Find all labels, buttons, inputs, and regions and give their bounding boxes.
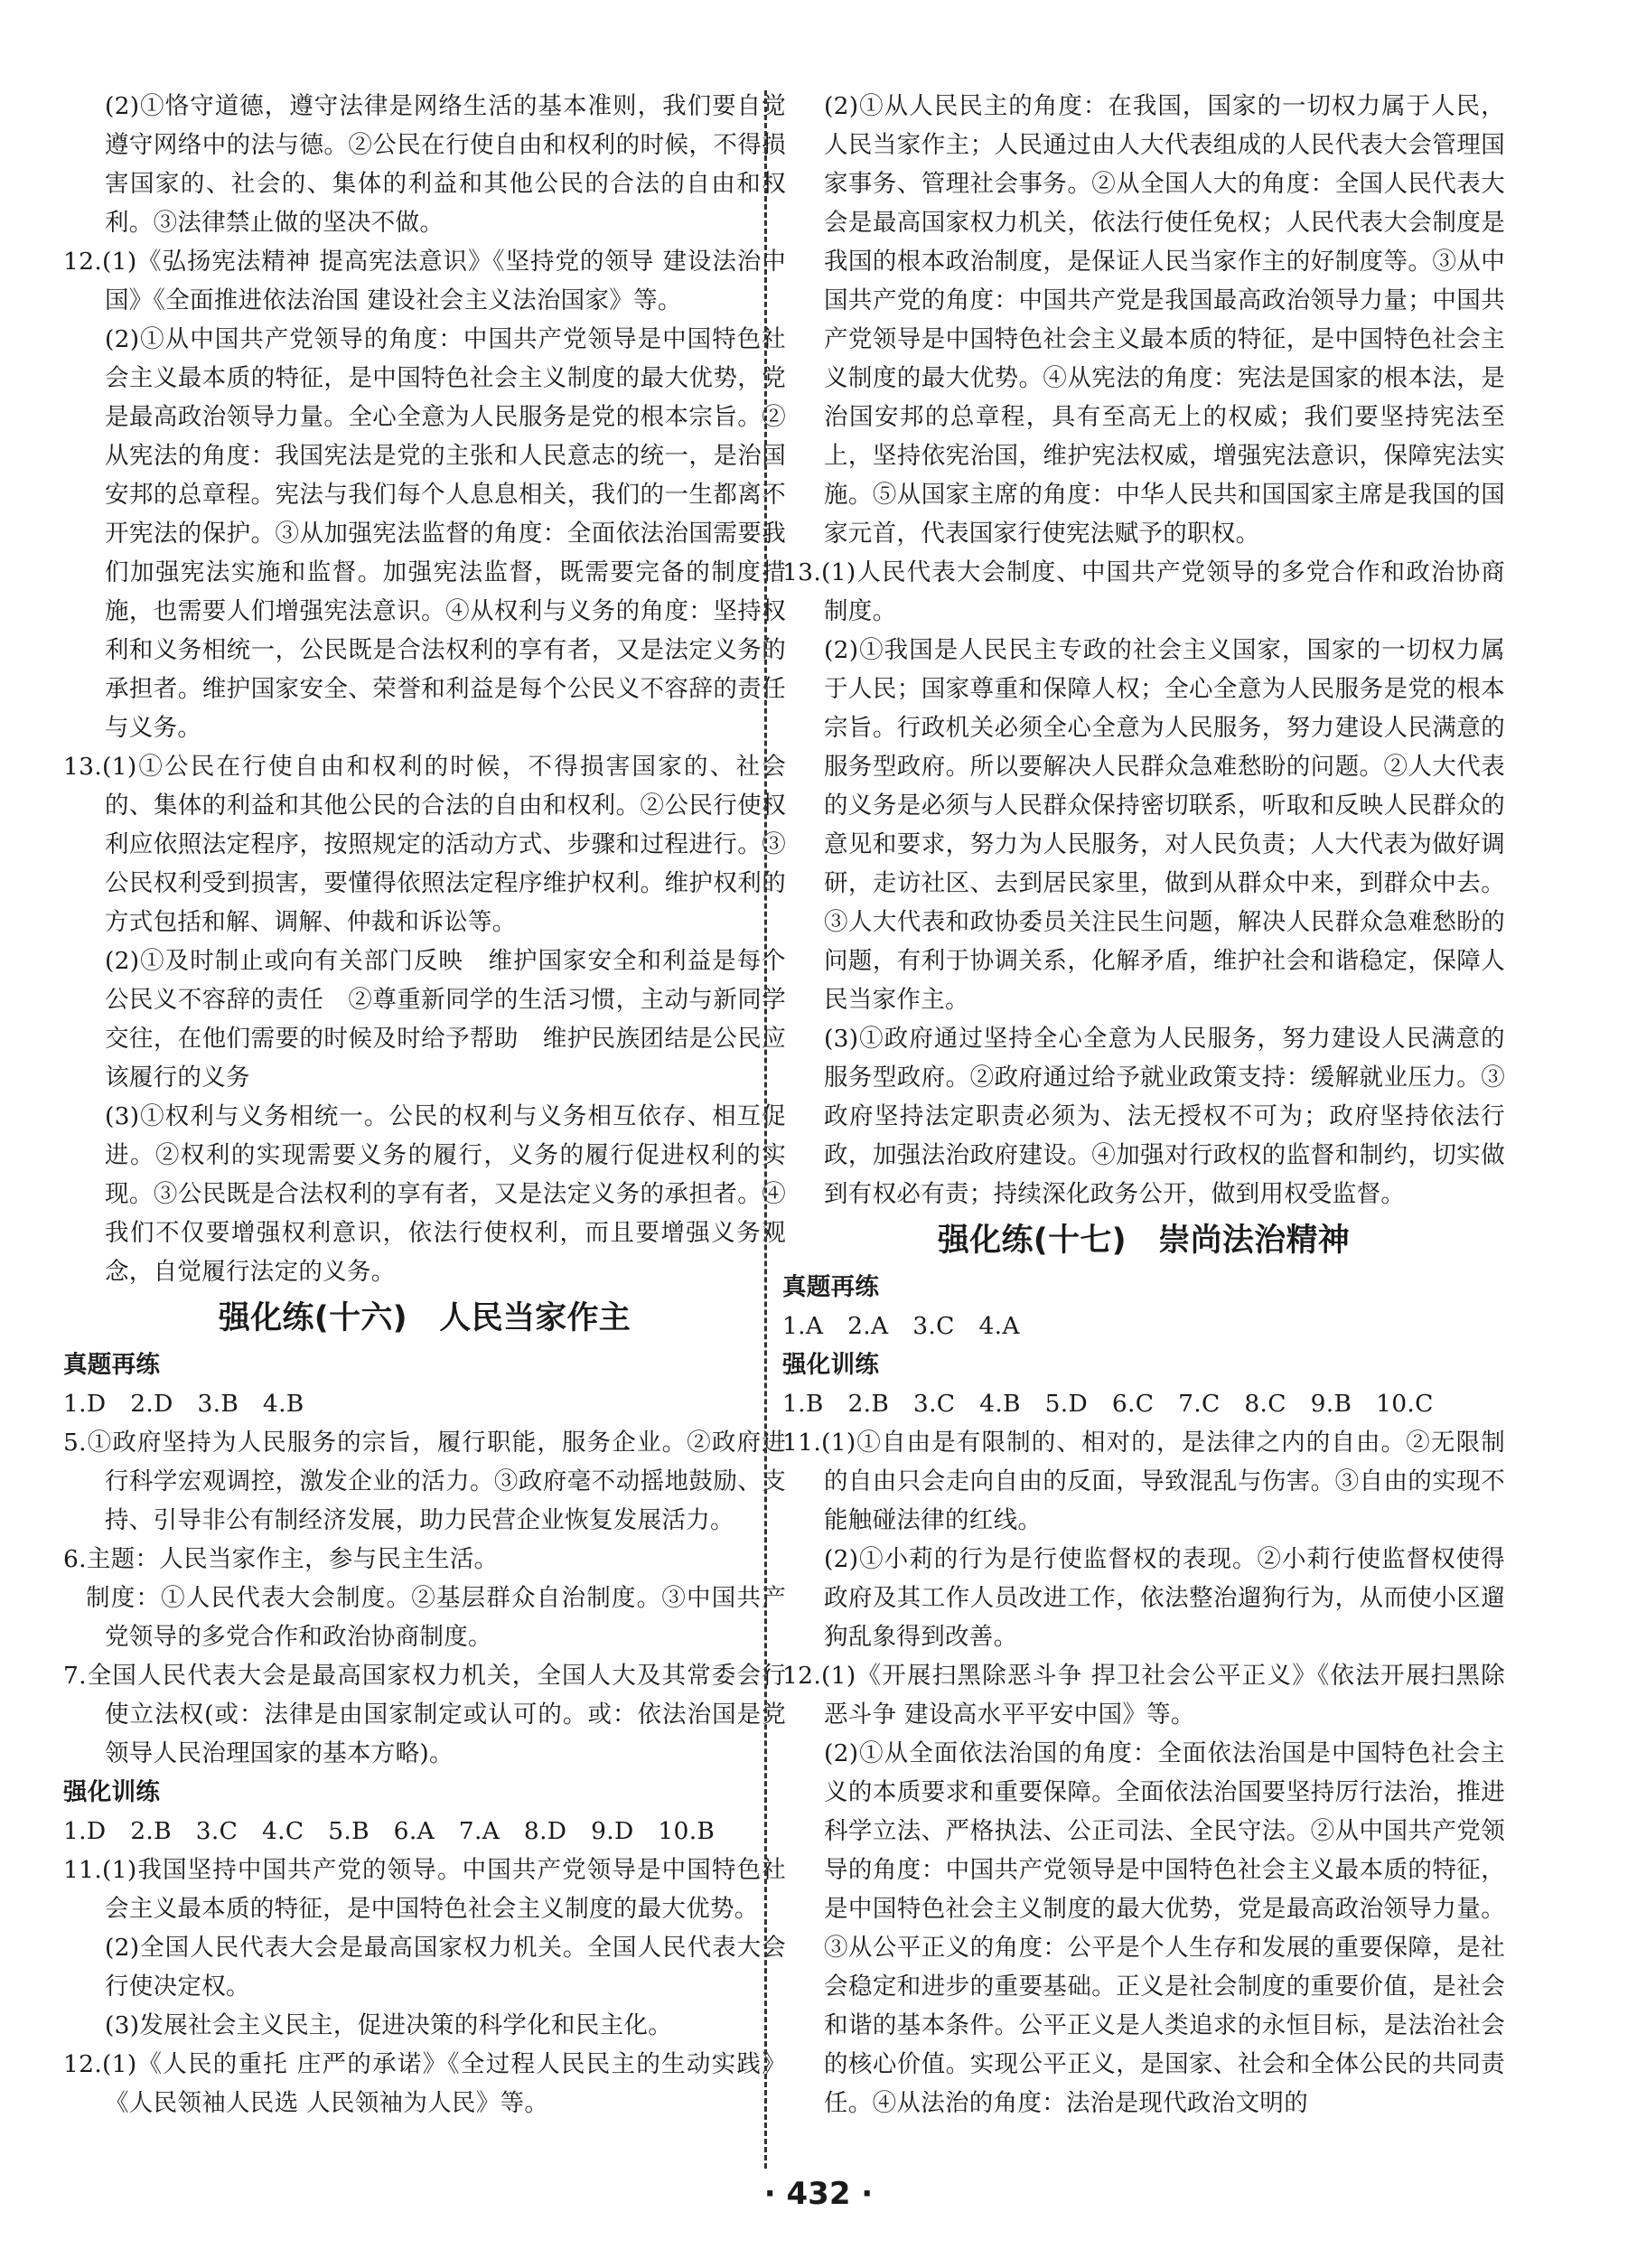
- paragraph: 7.全国人民代表大会是最高国家权力机关，全国人大及其常委会行使立法权(或：法律是由国家制定或认可的。或：依法治国是党领导人民治理国家的基本方略)。: [63, 1662, 786, 1767]
- right-column: [782, 87, 1505, 2123]
- paragraph: 13.(1)①公民在行使自由和权利的时候，不得损害国家的、社会的、集体的利益和其他公民的合法的自由和权利。②公民行使权利应依照法定程序，按照规定的活动方式、步骤和过程进行。③公民权利受到损害，要懂得依照法定程序维护权利。维护权利的方式包括和解、调解、仲裁和诉讼等。: [63, 753, 786, 936]
- paragraph: (2)①从人民民主的角度：在我国，国家的一切权力属于人民，人民当家作主；人民通过由人大代表组成的人民代表大会管理国家事务、管理社会事务。②从全国人大的角度：全国人民代表大会是最高国家权力机关，依法行使任免权；人民代表大会制度是我国的根本政治制度，是保证人民当家作主的好制度等。③从中国共产党的角度：中国共产党是我国最高政治领导力量；中国共产党领导是中国特色社会主义最本质的特征，是中国特色社会主义制度的最大优势。④从宪法的角度：宪法是国家的根本法，是治国安邦的总章程，具有至高无上的权威；我们要坚持宪法至上，坚持依宪治国，维护宪法权威，增强宪法意识，保障宪法实施。⑤从国家主席的角度：中华人民共和国国家主席是我国的国家元首，代表国家行使宪法赋予的职权。: [824, 92, 1505, 548]
- paragraph: 11.(1)①自由是有限制的、相对的，是法律之内的自由。②无限制的自由只会走向自由的反面，导致混乱与伤害。③自由的实现不能触碰法律的红线。: [782, 1429, 1505, 1534]
- subheading-qianghua: 强化训练: [63, 1778, 161, 1806]
- subheading-zhenti: 真题再练: [63, 1351, 161, 1379]
- answer-list: 1.A 2.A 3.C 4.A: [782, 1312, 1020, 1340]
- left-column: [63, 87, 786, 2123]
- subheading-qianghua: 强化训练: [782, 1351, 880, 1379]
- paragraph: 12.(1)《人民的重托 庄严的承诺》《全过程人民民主的生动实践》《人民领袖人民选 人民领袖为人民》等。: [63, 2050, 786, 2117]
- paragraph: (2)①从中国共产党领导的角度：中国共产党领导是中国特色社会主义最本质的特征，是中国特色社会主义制度的最大优势，党是最高政治领导力量。全心全意为人民服务是党的根本宗旨。②从宪法的角度：我国宪法是党的主张和人民意志的统一，是治国安邦的总章程。宪法与我们每个人息息相关，我们的一生都离不开宪法的保护。③从加强宪法监督的角度：全面依法治国需要我们加强宪法实施和监督。加强宪法监督，既需要完备的制度措施，也需要人们增强宪法意识。④从权利与义务的角度：坚持权利和义务相统一，公民既是合法权利的享有者，又是法定义务的承担者。维护国家安全、荣誉和利益是每个公民义不容辞的责任与义务。: [105, 325, 786, 742]
- page-number: · 432 ·: [763, 2176, 874, 2212]
- paragraph: 12.(1)《弘扬宪法精神 提高宪法意识》《坚持党的领导 建设法治中国》《全面推进依法治国 建设社会主义法治国家》等。: [63, 248, 786, 314]
- paragraph: (3)①政府通过坚持全心全意为人民服务，努力建设人民满意的服务型政府。②政府通过给予就业政策支持：缓解就业压力。③政府坚持法定职责必须为、法无授权不可为；政府坚持依法行政，加强法治政府建设。④加强对行政权的监督和制约，切实做到有权必有责；持续深化政务公开，做到用权受监督。: [824, 1025, 1505, 1208]
- section-title-16: 强化练(十六) 人民当家作主: [218, 1300, 631, 1336]
- paragraph: (2)①及时制止或向有关部门反映 维护国家安全和利益是每个公民义不容辞的责任 ②尊重新同学的生活习惯，主动与新同学交往，在他们需要的时候及时给予帮助 维护民族团结是公民应该履行的义务: [105, 947, 786, 1092]
- answer-list: 1.B 2.B 3.C 4.B 5.D 6.C 7.C 8.C 9.B 10.C: [782, 1390, 1434, 1418]
- answer-list: 1.D 2.B 3.C 4.C 5.B 6.A 7.A 8.D 9.D 10.B: [63, 1817, 716, 1845]
- paragraph: 11.(1)我国坚持中国共产党的领导。中国共产党领导是中国特色社会主义最本质的特征，是中国特色社会主义制度的最大优势。: [63, 1856, 786, 1923]
- paragraph: 13.(1)人民代表大会制度、中国共产党领导的多党合作和政治协商制度。: [782, 558, 1505, 625]
- subheading-zhenti: 真题再练: [782, 1273, 880, 1301]
- paragraph: (2)①小莉的行为是行使监督权的表现。②小莉行使监督权使得政府及其工作人员改进工作，依法整治遛狗行为，从而使小区遛狗乱象得到改善。: [824, 1545, 1505, 1651]
- paragraph: (2)①恪守道德，遵守法律是网络生活的基本准则，我们要自觉遵守网络中的法与德。②公民在行使自由和权利的时候，不得损害国家的、社会的、集体的利益和其他公民的合法的自由和权利。③法律禁止做的坚决不做。: [105, 92, 786, 237]
- paragraph: (2)①我国是人民民主专政的社会主义国家，国家的一切权力属于人民；国家尊重和保障人权；全心全意为人民服务是党的根本宗旨。行政机关必须全心全意为人民服务，努力建设人民满意的服务型政府。所以要解决人民群众急难愁盼的问题。②人大代表的义务是必须与人民群众保持密切联系，听取和反映人民群众的意见和要求，努力为人民服务，对人民负责；人大代表为做好调研，走访社区、去到居民家里，做到从群众中来，到群众中去。③人大代表和政协委员关注民生问题，解决人民群众急难愁盼的问题，有利于协调关系，化解矛盾，维护社会和谐稳定，保障人民当家作主。: [824, 636, 1505, 1014]
- column-divider: [764, 90, 767, 2169]
- paragraph: 5.①政府坚持为人民服务的宗旨，履行职能，服务企业。②政府进行科学宏观调控，激发企业的活力。③政府毫不动摇地鼓励、支持、引导非公有制经济发展，助力民营企业恢复发展活力。: [63, 1429, 786, 1534]
- paragraph: (2)①从全面依法治国的角度：全面依法治国是中国特色社会主义的本质要求和重要保障。全面依法治国要坚持厉行法治，推进科学立法、严格执法、公正司法、全民守法。②从中国共产党领导的角度：中国共产党领导是中国特色社会主义最本质的特征，是中国特色社会主义制度的最大优势，党是最高政治领导力量。③从公平正义的角度：公平是个人生存和发展的重要保障，是社会稳定和进步的重要基础。正义是社会制度的重要价值，是社会和谐的基本条件。公平正义是人类追求的永恒目标，是法治社会的核心价值。实现公平正义，是国家、社会和全体公民的共同责任。④从法治的角度：法治是现代政治文明的: [824, 1739, 1505, 2117]
- paragraph: 6.主题：人民当家作主，参与民主生活。: [63, 1545, 499, 1573]
- paragraph: 12.(1)《开展扫黑除恶斗争 捍卫社会公平正义》《依法开展扫黑除恶斗争 建设高水平平安中国》等。: [782, 1662, 1505, 1729]
- paragraph: (3)①权利与义务相统一。公民的权利与义务相互依存、相互促进。②权利的实现需要义务的履行，义务的履行促进权利的实现。③公民既是合法权利的享有者，又是法定义务的承担者。④我们不仅要增强权利意识，依法行使权利，而且要增强义务观念，自觉履行法定的义务。: [105, 1102, 786, 1286]
- paragraph: (3)发展社会主义民主，促进决策的科学化和民主化。: [105, 2011, 673, 2039]
- paragraph: 制度：①人民代表大会制度。②基层群众自治制度。③中国共产党领导的多党合作和政治协商制度。: [86, 1584, 786, 1651]
- answer-list: 1.D 2.D 3.B 4.B: [63, 1390, 304, 1418]
- paragraph: (2)全国人民代表大会是最高国家权力机关。全国人民代表大会行使决定权。: [105, 1934, 786, 2001]
- section-title-17: 强化练(十七) 崇尚法治精神: [937, 1223, 1351, 1259]
